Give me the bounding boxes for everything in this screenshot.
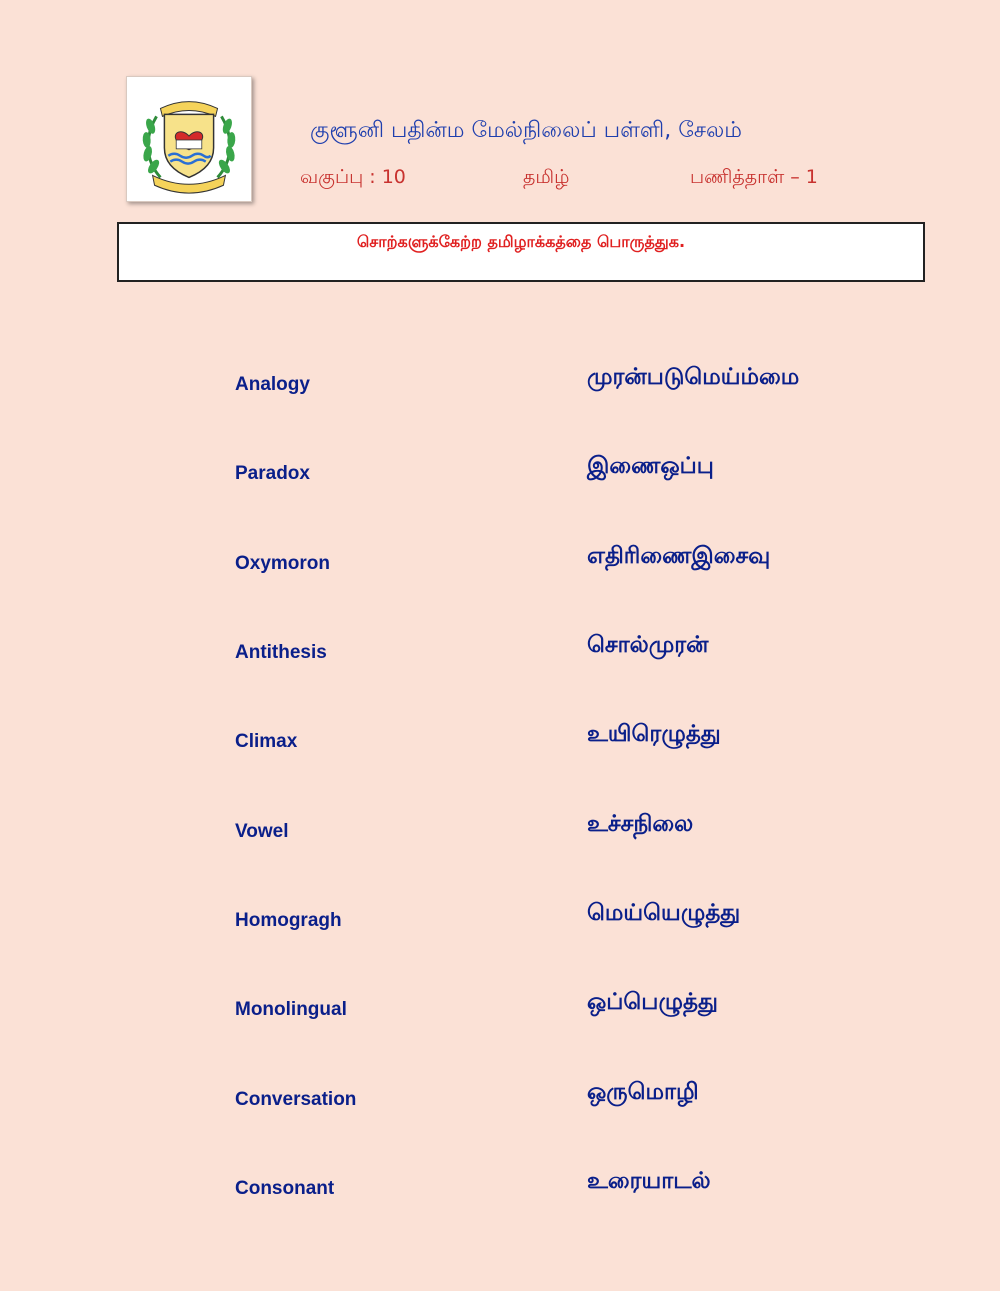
tamil-term[interactable]: உச்சநிலை <box>587 811 694 837</box>
english-term[interactable]: Oxymoron <box>235 553 331 574</box>
tamil-term[interactable]: சொல்முரன் <box>587 632 709 658</box>
english-term[interactable]: Antithesis <box>235 642 327 663</box>
pair-row <box>0 721 1000 761</box>
tamil-term[interactable]: உரையாடல் <box>587 1168 711 1194</box>
instruction-text: சொற்களுக்கேற்ற தமிழாக்கத்தை பொருத்துக. <box>356 232 686 251</box>
pair-row <box>0 1168 1000 1208</box>
tamil-term[interactable]: எதிரிணைஇசைவு <box>587 543 771 569</box>
english-term[interactable]: Homogragh <box>235 910 342 931</box>
class-label: வகுப்பு : 10 <box>300 166 406 188</box>
pair-row <box>0 453 1000 493</box>
tamil-term[interactable]: ஒருமொழி <box>587 1079 699 1105</box>
worksheet-label: பணித்தாள் – 1 <box>690 166 818 188</box>
english-term[interactable]: Vowel <box>235 821 289 842</box>
english-term[interactable]: Climax <box>235 731 298 752</box>
pair-row <box>0 900 1000 940</box>
english-term[interactable]: Monolingual <box>235 999 347 1020</box>
tamil-term[interactable]: இணைஒப்பு <box>587 453 714 479</box>
tamil-term[interactable]: ஒப்பெழுத்து <box>587 989 718 1015</box>
pair-row <box>0 543 1000 583</box>
subject-label: தமிழ் <box>523 166 570 188</box>
pair-row <box>0 1079 1000 1119</box>
tamil-term[interactable]: மெய்யெழுத்து <box>587 900 741 926</box>
pair-row <box>0 632 1000 672</box>
school-name: குளூனி பதின்ம மேல்நிலைப் பள்ளி, சேலம் <box>310 118 742 143</box>
english-term[interactable]: Analogy <box>235 374 310 395</box>
pair-row <box>0 364 1000 404</box>
english-term[interactable]: Paradox <box>235 463 310 484</box>
pair-row <box>0 811 1000 851</box>
school-logo <box>126 76 252 202</box>
instruction-box <box>117 222 925 282</box>
pair-row <box>0 989 1000 1029</box>
school-crest-icon <box>127 77 251 201</box>
tamil-term[interactable]: உயிரெழுத்து <box>587 721 721 747</box>
tamil-term[interactable]: முரன்படுமெய்ம்மை <box>587 364 800 390</box>
english-term[interactable]: Conversation <box>235 1089 357 1110</box>
english-term[interactable]: Consonant <box>235 1178 335 1199</box>
